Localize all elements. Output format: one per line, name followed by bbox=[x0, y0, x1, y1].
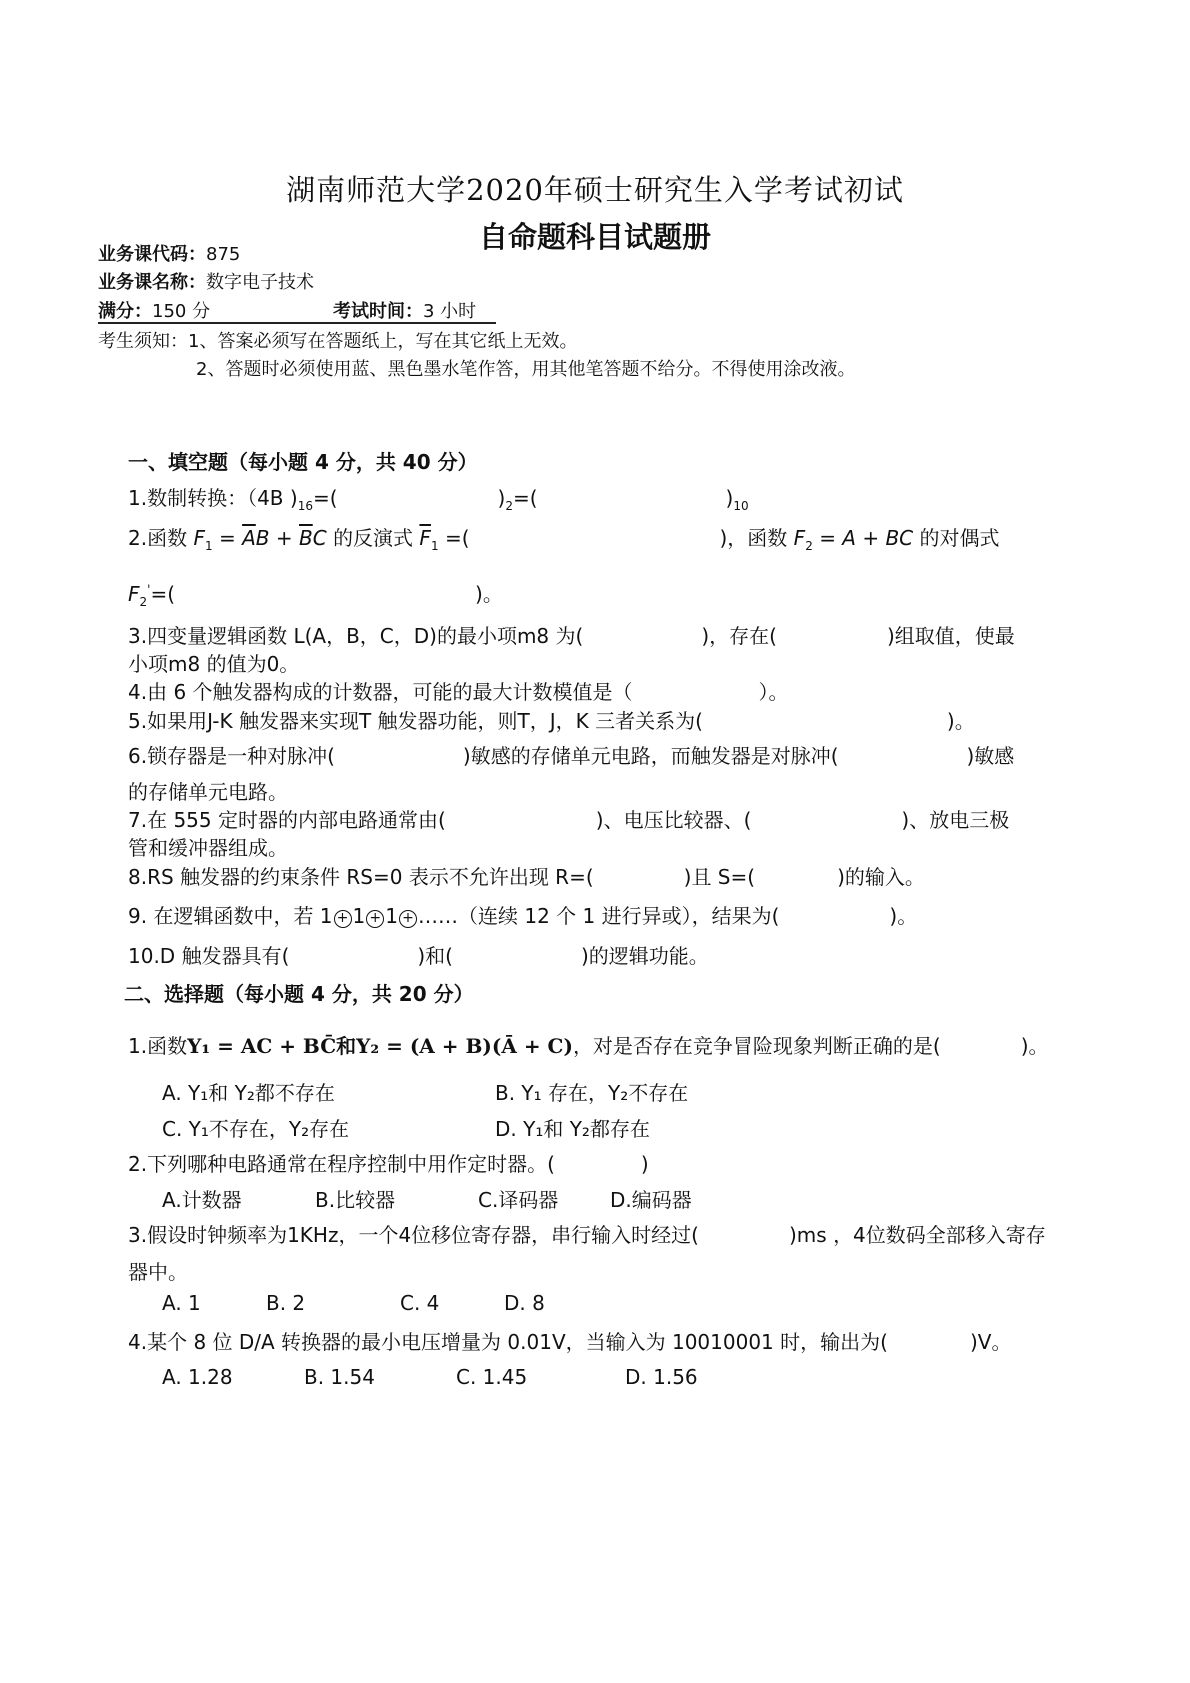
fill-q2-close: )，函数 bbox=[719, 526, 788, 550]
choice-q1-expr: Y₁ = AC + BC̄和Y₂ = (A + B)(Ā + C) bbox=[187, 1034, 573, 1058]
full-score-label: 满分： bbox=[98, 301, 152, 322]
fill-q2-sub1: 1 bbox=[204, 539, 213, 553]
choice-q2-option-c[interactable]: C.译码器 bbox=[478, 1188, 559, 1212]
fill-q3-line2: 小项m8 的值为0。 bbox=[128, 652, 300, 676]
fill-q6 bbox=[128, 740, 1014, 769]
choice-q4-text: 4.某个 8 位 D/A 转换器的最小电压增量为 0.01V，当输入为 10010001 时，输出为( bbox=[128, 1330, 888, 1354]
choice-q1-end: )。 bbox=[1020, 1034, 1049, 1058]
fill-q10 bbox=[128, 940, 709, 969]
fill-q2-eq: = bbox=[218, 526, 236, 550]
fill-q1-base10: 10 bbox=[733, 499, 749, 513]
fill-q5 bbox=[128, 705, 975, 734]
choice-q1-text2: ，对是否存在竞争冒险现象判断正确的是( bbox=[572, 1034, 941, 1058]
choice-q1-option-c[interactable]: C. Y₁不存在，Y₂存在 bbox=[162, 1117, 350, 1141]
fill-q2-close2: )。 bbox=[475, 582, 503, 606]
fill-q8 bbox=[128, 861, 925, 890]
header-divider bbox=[98, 322, 496, 324]
choice-q1-text: 1.函数 bbox=[128, 1034, 188, 1058]
fill-q9-text2: ……（连续 12 个 1 进行异或），结果为( bbox=[418, 904, 780, 928]
fill-q7-line2: 管和缓冲器组成。 bbox=[128, 836, 288, 860]
fill-q9-one: 1 bbox=[385, 904, 398, 928]
course-code bbox=[98, 240, 240, 266]
choice-q3 bbox=[128, 1219, 1046, 1248]
choice-q3-option-b[interactable]: B. 2 bbox=[266, 1291, 306, 1315]
fill-q3 bbox=[128, 620, 1015, 649]
fill-q6-text: 6.锁存器是一种对脉冲( bbox=[128, 744, 335, 768]
choice-q3-option-d[interactable]: D. 8 bbox=[504, 1291, 545, 1315]
choice-q1 bbox=[128, 1030, 1049, 1059]
fill-q2-C: C bbox=[312, 526, 327, 550]
course-name-value: 数字电子技术 bbox=[206, 272, 314, 293]
exam-time-value: 3 小时 bbox=[423, 301, 477, 322]
fill-q2-plus: + bbox=[275, 526, 293, 550]
fill-q2-F2: F bbox=[793, 526, 806, 550]
choice-q2-option-b[interactable]: B.比较器 bbox=[315, 1188, 396, 1212]
exam-time bbox=[333, 297, 476, 323]
fill-q10-text2: )和( bbox=[417, 944, 453, 968]
exam-subtitle: 自命题科目试题册 bbox=[478, 220, 711, 254]
fill-q4-end: ）。 bbox=[758, 680, 789, 704]
xor-icon: + bbox=[399, 910, 417, 928]
fill-q6-text2: )敏感的存储单元电路，而触发器是对脉冲( bbox=[462, 744, 839, 768]
choice-q3-option-a[interactable]: A. 1 bbox=[162, 1291, 201, 1315]
choice-q4-option-a[interactable]: A. 1.28 bbox=[162, 1365, 233, 1389]
fill-q8-text3: )的输入。 bbox=[837, 865, 925, 889]
fill-q1-base16: 16 bbox=[297, 499, 313, 513]
fill-q7-text2: )、电压比较器、( bbox=[595, 808, 752, 832]
fill-q2-F1: F bbox=[193, 526, 205, 550]
fill-q2-Bbar: $\overline{B}$ bbox=[299, 526, 313, 550]
fill-q2-Abar: $\overline{A}$ bbox=[242, 526, 256, 550]
fill-q5-end: )。 bbox=[946, 709, 975, 733]
full-score bbox=[98, 297, 210, 323]
fill-q4-text: 4.由 6 个触发器构成的计数器，可能的最大计数模值是（ bbox=[128, 680, 633, 704]
choice-q2-option-a[interactable]: A.计数器 bbox=[162, 1188, 242, 1212]
fill-q2-open: =( bbox=[444, 526, 470, 550]
notice-label: 考生须知： bbox=[98, 331, 188, 352]
full-score-value: 150 分 bbox=[152, 301, 211, 322]
fill-q9 bbox=[128, 900, 917, 929]
fill-q1-base2: 2 bbox=[505, 499, 513, 513]
notice-2: 2、答题时必须使用蓝、黑色墨水笔作答，用其他笔答题不给分。不得使用涂改液。 bbox=[196, 359, 856, 380]
choice-q4-end: )V。 bbox=[969, 1330, 1012, 1354]
choice-q3-text: 3.假设时钟频率为1KHz，一个4位移位寄存器，串行输入时经过( bbox=[128, 1223, 699, 1247]
choice-q3-line2: 器中。 bbox=[128, 1260, 188, 1284]
fill-q6-text3: )敏感 bbox=[966, 744, 1015, 768]
choice-q2 bbox=[128, 1148, 649, 1177]
fill-q7 bbox=[128, 804, 1009, 833]
notice-line-1 bbox=[98, 327, 577, 353]
choice-q4-option-b[interactable]: B. 1.54 bbox=[304, 1365, 375, 1389]
fill-q1-open1: =( bbox=[312, 486, 338, 510]
course-code-label: 业务课代码： bbox=[98, 244, 206, 265]
fill-q5-text: 5.如果用J-K 触发器来实现T 触发器功能，则T，J，K 三者关系为( bbox=[128, 709, 703, 733]
fill-q2-sub2: 2 bbox=[805, 539, 813, 553]
xor-icon: + bbox=[366, 910, 384, 928]
section-1-title: 一、填空题（每小题 4 分，共 40 分） bbox=[128, 450, 478, 474]
fill-q3-text: 3.四变量逻辑函数 L(A，B，C，D)的最小项m8 为( bbox=[128, 624, 584, 648]
choice-q4-option-d[interactable]: D. 1.56 bbox=[625, 1365, 698, 1389]
fill-q10-text3: )的逻辑功能。 bbox=[580, 944, 709, 968]
section-2-title: 二、选择题（每小题 4 分，共 20 分） bbox=[124, 982, 474, 1006]
fill-q1 bbox=[128, 482, 749, 513]
choice-q1-option-d[interactable]: D. Y₁和 Y₂都存在 bbox=[495, 1117, 650, 1141]
course-name-label: 业务课名称： bbox=[98, 272, 206, 293]
fill-q7-text: 7.在 555 定时器的内部电路通常由( bbox=[128, 808, 446, 832]
fill-q8-text: 8.RS 触发器的约束条件 RS=0 表示不允许出现 R=( bbox=[128, 865, 594, 889]
fill-q9-one: 1 bbox=[352, 904, 366, 928]
fill-q9-end: )。 bbox=[889, 904, 918, 928]
fill-q6-line2: 的存储单元电路。 bbox=[128, 780, 288, 804]
choice-q4-option-c[interactable]: C. 1.45 bbox=[456, 1365, 528, 1389]
fill-q2-open2: =( bbox=[150, 582, 176, 606]
choice-q1-option-a[interactable]: A. Y₁和 Y₂都不存在 bbox=[162, 1081, 335, 1105]
choice-q2-option-d[interactable]: D.编码器 bbox=[610, 1188, 692, 1212]
fill-q2-expr2: = A + BC bbox=[819, 526, 914, 550]
fill-q9-text: 9. 在逻辑函数中，若 1 bbox=[128, 904, 333, 928]
fill-q8-text2: )且 S=( bbox=[683, 865, 756, 889]
fill-q3-text2: )，存在( bbox=[701, 624, 777, 648]
fill-q7-text3: )、放电三极 bbox=[901, 808, 1010, 832]
fill-q2-text: 2.函数 bbox=[128, 526, 188, 550]
fill-q1-text: 1.数制转换：（4B ) bbox=[128, 486, 298, 510]
fill-q2 bbox=[128, 522, 1000, 553]
choice-q2-text: 2.下列哪种电路通常在程序控制中用作定时器。( bbox=[128, 1152, 555, 1176]
xor-icon: + bbox=[334, 910, 352, 928]
course-code-value: 875 bbox=[206, 244, 241, 265]
fill-q2-line2 bbox=[128, 578, 503, 609]
choice-q3-text2: )ms ，4位数码全部移入寄存 bbox=[789, 1223, 1046, 1247]
fill-q2-B: B bbox=[255, 526, 270, 550]
choice-q2-end: ) bbox=[640, 1152, 649, 1176]
exam-title: 湖南师范大学2020年硕士研究生入学考试初试 bbox=[286, 173, 904, 207]
choice-q1-option-b[interactable]: B. Y₁ 存在，Y₂不存在 bbox=[495, 1081, 689, 1105]
fill-q1-close2: ) bbox=[725, 486, 734, 510]
fill-q2-prime: ' bbox=[147, 582, 151, 597]
fill-q1-open2: =( bbox=[512, 486, 538, 510]
choice-q3-option-c[interactable]: C. 4 bbox=[400, 1291, 440, 1315]
fill-q2-sub2p: 2 bbox=[139, 595, 148, 609]
course-name bbox=[98, 268, 314, 294]
choice-q4 bbox=[128, 1326, 1011, 1355]
fill-q1-close1: ) bbox=[497, 486, 506, 510]
fill-q2-text2: 的反演式 bbox=[333, 526, 414, 550]
fill-q2-F1bar: $\overline{F}$ bbox=[419, 526, 431, 550]
fill-q4 bbox=[128, 676, 789, 705]
fill-q3-text3: )组取值，使最 bbox=[886, 624, 1015, 648]
exam-time-label: 考试时间： bbox=[333, 301, 423, 322]
fill-q2-F2p: F bbox=[128, 582, 140, 606]
notice-1: 1、答案必须写在答题纸上，写在其它纸上无效。 bbox=[188, 331, 578, 352]
fill-q2-sub1b: 1 bbox=[430, 539, 439, 553]
fill-q2-text3: 的对偶式 bbox=[919, 526, 1000, 550]
fill-q10-text: 10.D 触发器具有( bbox=[128, 944, 290, 968]
